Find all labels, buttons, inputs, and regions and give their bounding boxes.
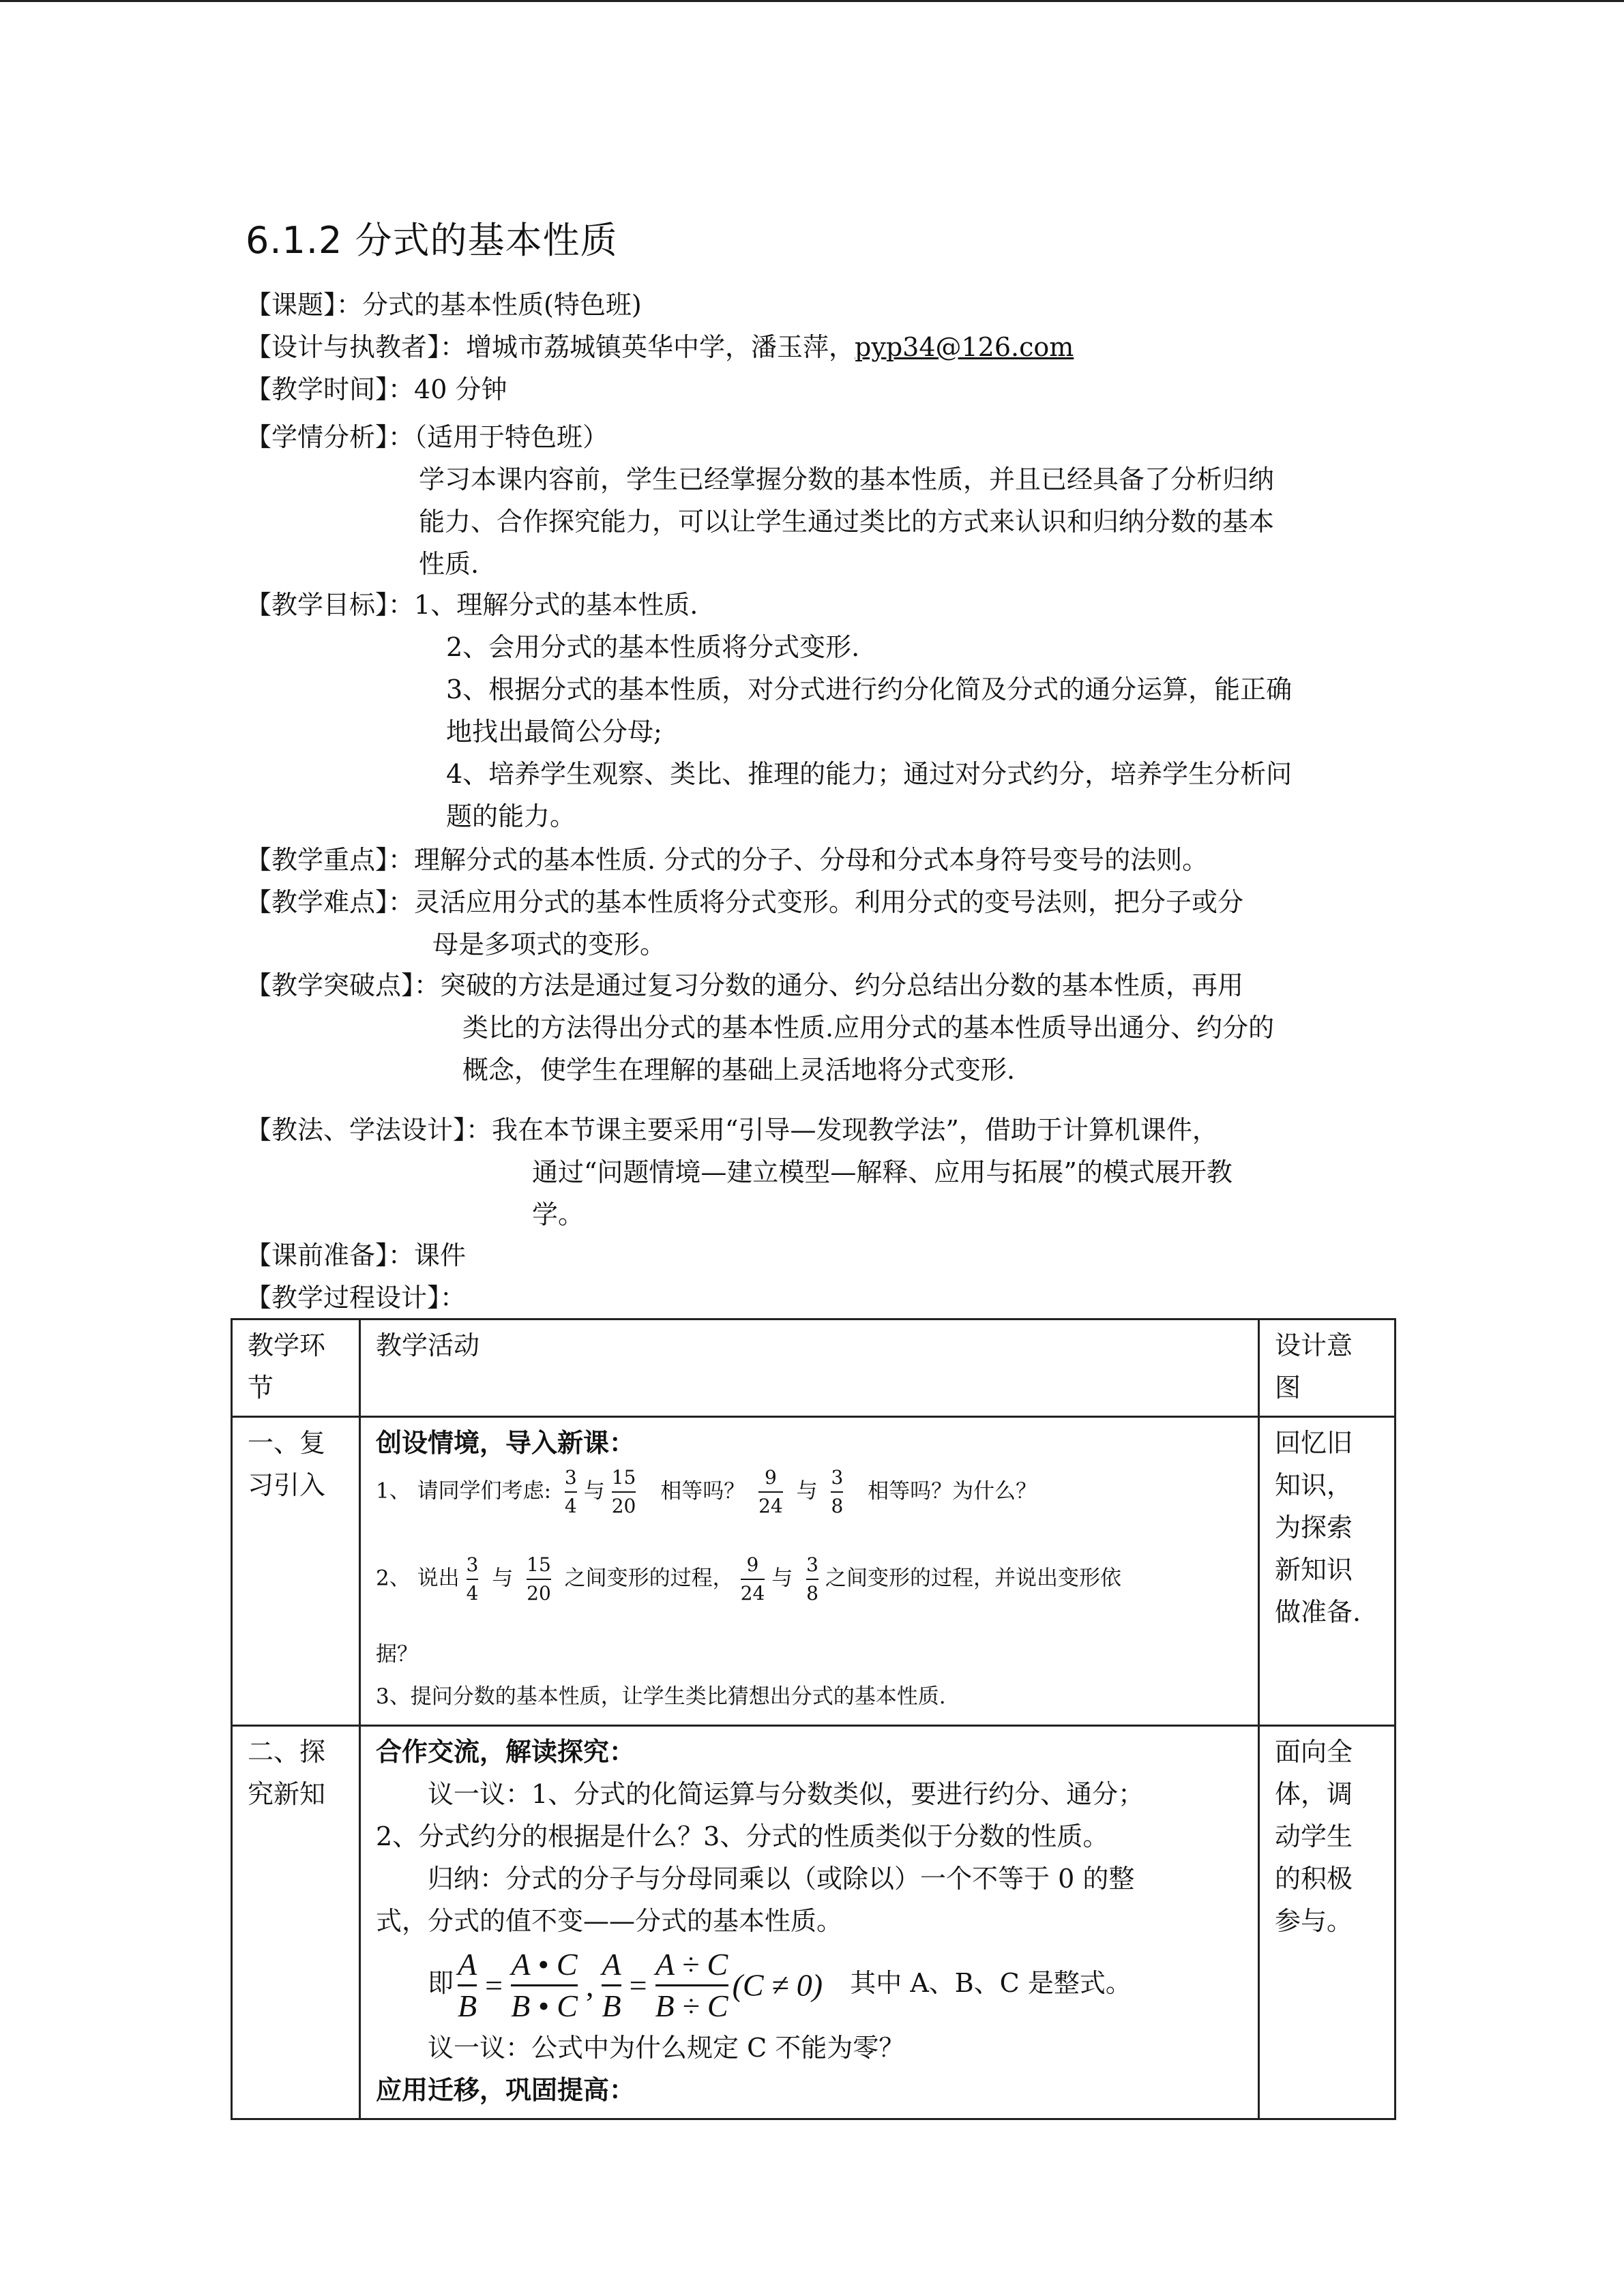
time-value: 40 分钟: [414, 374, 507, 404]
fraction-numerator: 3: [466, 1553, 479, 1576]
intent-line: 新知识: [1275, 1555, 1353, 1585]
analysis-line: [246, 416, 608, 458]
fraction-denominator: 8: [806, 1582, 818, 1605]
fraction-3-8: [831, 1464, 843, 1520]
header-activity: [360, 1320, 1259, 1417]
page-top-border: [0, 0, 1624, 2]
q1-and: 与: [583, 1478, 605, 1504]
table-row-review: [232, 1417, 1396, 1726]
fraction-15-20: [612, 1464, 636, 1520]
key-point-line: [246, 839, 1208, 881]
prep-label: 【课前准备】：: [246, 1240, 415, 1270]
key-point-label: 【教学重点】：: [246, 845, 415, 875]
q2-prefix: 2、 说出: [376, 1566, 460, 1591]
review-question-2: [376, 1551, 1245, 1633]
intent-line: 的积极: [1275, 1864, 1353, 1894]
prep-line: [246, 1234, 466, 1277]
fraction-denominator: 24: [758, 1495, 783, 1517]
intent-line: 回忆旧: [1275, 1428, 1353, 1458]
analysis-text-line: 学习本课内容前，学生已经掌握分数的基本性质，并且已经具备了分析归纳: [419, 464, 1275, 494]
designer-line: [246, 326, 1074, 368]
fraction-denominator: 4: [466, 1582, 479, 1605]
induce-line-b: 式，分式的值不变——分式的基本性质。: [376, 1906, 843, 1936]
comma: ,: [585, 1967, 594, 2003]
topic-line: [246, 284, 642, 326]
fraction-15-20: [527, 1551, 551, 1607]
difficulty-cont: 母是多项式的变形。: [432, 929, 666, 959]
method-line: [246, 1109, 1218, 1151]
topic-label: 【课题】：: [246, 290, 363, 320]
breakthrough-label: 【教学突破点】：: [246, 970, 441, 1000]
formula-numerator: A: [602, 1947, 621, 1982]
explore-heading: 合作交流，解读探究：: [376, 1736, 636, 1767]
intent-line: 动学生: [1275, 1821, 1353, 1851]
equals-sign: =: [485, 1967, 503, 2003]
formula-frac-multiply: [511, 1945, 578, 2026]
intent-line: 体，调: [1275, 1779, 1353, 1809]
induce-line-a: 归纳：分式的分子与分母同乘以（或除以）一个不等于 0 的整: [428, 1864, 1135, 1894]
fraction-numerator: 3: [806, 1553, 818, 1576]
fraction-numerator: 9: [764, 1466, 777, 1489]
fraction-3-4: [565, 1464, 577, 1520]
goal-item-cont: 地找出最简公分母;: [446, 717, 662, 747]
review-question-3: 3、提问分数的基本性质，让学生类比猜想出分式的基本性质.: [376, 1684, 946, 1709]
q2-mid: 之间变形的过程，: [564, 1566, 734, 1591]
difficulty-value: 灵活应用分式的基本性质将分式变形。利用分式的变号法则，把分子或分: [414, 887, 1244, 917]
formula-denominator: B ÷ C: [655, 1988, 728, 2023]
review-question-1: [376, 1464, 1245, 1551]
fraction-numerator: 9: [746, 1553, 759, 1576]
activity-explore: [360, 1726, 1259, 2119]
method-text-line: 学。: [532, 1199, 585, 1229]
difficulty-line: [246, 881, 1243, 923]
intent-explore: [1259, 1726, 1396, 2119]
header-stage: [232, 1320, 360, 1417]
q1-end: 相等吗？为什么？: [868, 1478, 1037, 1504]
q2-and2: 与: [771, 1566, 793, 1591]
breakthrough-line: [246, 964, 1243, 1007]
intent-line: 参与。: [1275, 1906, 1353, 1936]
time-label: 【教学时间】：: [246, 374, 415, 404]
activity-review: [360, 1417, 1259, 1726]
formula-denominator: B: [458, 1988, 477, 2023]
method-paragraph: [532, 1151, 1232, 1236]
goal-item: 1、理解分式的基本性质.: [414, 590, 698, 620]
method-label: 【教法、学法设计】：: [246, 1115, 492, 1145]
review-question-2-cont: 据？: [376, 1642, 418, 1667]
q2-and: 与: [492, 1566, 514, 1591]
fraction-denominator: 24: [740, 1582, 765, 1605]
discuss-2: 议一议：公式中为什么规定 C 不能为零？: [428, 2033, 905, 2063]
table-row-explore: [232, 1726, 1396, 2119]
q1-mid: 相等吗？: [660, 1478, 745, 1504]
analysis-text-line: 能力、合作探究能力，可以让学生通过类比的方式来认识和归纳分数的基本: [419, 507, 1275, 537]
analysis-note: （适用于特色班）: [414, 422, 609, 452]
designer-label: 【设计与执教者】：: [246, 332, 467, 362]
fraction-numerator: 3: [564, 1466, 577, 1489]
goal-item: 2、会用分式的基本性质将分式变形.: [446, 632, 860, 662]
formula-numerator: A • C: [511, 1947, 578, 1982]
analysis-label: 【学情分析】：: [246, 422, 415, 452]
stage-explore: [232, 1726, 360, 2119]
goals-list: [446, 626, 1292, 837]
analysis-text-line: 性质.: [419, 549, 479, 579]
formula-frac-a-b: [602, 1945, 621, 2026]
goal-item: 3、根据分式的基本性质，对分式进行约分化简及分式的通分运算，能正确: [446, 674, 1293, 704]
designer-email-link[interactable]: pyp34@126.com: [855, 332, 1074, 362]
formula-numerator: A ÷ C: [655, 1947, 728, 1982]
goals-label: 【教学目标】：: [246, 590, 415, 620]
fraction-denominator: 20: [527, 1582, 551, 1605]
property-formula: [376, 1942, 1245, 2027]
fraction-denominator: 8: [831, 1495, 844, 1517]
apply-heading: 应用迁移，巩固提高：: [376, 2074, 636, 2105]
process-label: 【教学过程设计】：: [246, 1283, 467, 1313]
discuss-1-line-b: 2、分式约分的根据是什么？3、分式的性质类似于分数的性质。: [376, 1821, 1109, 1851]
fraction-9-24: [758, 1464, 783, 1520]
q2-end: 之间变形的过程，并说出变形依: [825, 1566, 1121, 1591]
goal-item: 4、培养学生观察、类比、推理的能力；通过对分式约分，培养学生分析问: [446, 759, 1293, 789]
intent-line: 做准备.: [1275, 1597, 1361, 1627]
breakthrough-value: 突破的方法是通过复习分数的通分、约分总结出分数的基本性质，再用: [440, 970, 1244, 1000]
formula-denominator: B • C: [511, 1988, 578, 2023]
formula-prefix: 即: [428, 1968, 454, 1998]
header-stage-line: 教学环: [248, 1330, 326, 1360]
header-intent-line: 设计意: [1275, 1330, 1353, 1360]
fraction-denominator: 4: [564, 1495, 577, 1517]
q1-and2: 与: [796, 1478, 818, 1504]
goal-item-cont: 题的能力。: [446, 801, 576, 831]
intent-line: 面向全: [1275, 1737, 1353, 1767]
fraction-denominator: 20: [611, 1495, 636, 1517]
discuss-1-line-a: 议一议：1、分式的化简运算与分数类似，要进行约分、通分；: [428, 1779, 1145, 1809]
difficulty-label: 【教学难点】：: [246, 887, 415, 917]
stage-review: [232, 1417, 360, 1726]
fraction-9-24: [741, 1551, 765, 1607]
header-stage-line: 节: [248, 1373, 274, 1403]
time-line: [246, 368, 507, 411]
formula-numerator: A: [458, 1947, 477, 1982]
table-header-row: [232, 1320, 1396, 1417]
equals-sign: =: [629, 1967, 647, 2003]
header-activity-text: 教学活动: [376, 1330, 480, 1360]
header-intent-line: 图: [1275, 1373, 1301, 1403]
formula-frac-a-b: [458, 1945, 477, 2026]
method-text-line: 通过“问题情境—建立模型—解释、应用与拓展”的模式展开教: [532, 1157, 1232, 1187]
header-intent: [1259, 1320, 1396, 1417]
fraction-numerator: 15: [527, 1553, 551, 1576]
formula-suffix: 其中 A、B、C 是整式。: [850, 1968, 1132, 1998]
fraction-numerator: 3: [831, 1466, 844, 1489]
prep-value: 课件: [414, 1240, 467, 1270]
q1-prefix: 1、 请同学们考虑:: [376, 1478, 552, 1504]
intent-line: 知识，: [1275, 1470, 1353, 1500]
fraction-3-4: [467, 1551, 479, 1607]
goals-line: [246, 584, 698, 626]
analysis-paragraph: [419, 458, 1274, 585]
stage-line: 究新知: [248, 1779, 326, 1809]
fraction-numerator: 15: [611, 1466, 636, 1489]
page-title: 6.1.2 分式的基本性质: [246, 219, 618, 262]
breakthrough-text-line: 概念，使学生在理解的基础上灵活地将分式变形.: [462, 1055, 1016, 1085]
stage-line: 习引入: [248, 1470, 326, 1500]
key-point-value: 理解分式的基本性质. 分式的分子、分母和分式本身符号变号的法则。: [414, 845, 1209, 875]
intent-review: [1259, 1417, 1396, 1726]
formula-condition: (C ≠ 0): [732, 1967, 823, 2003]
teaching-process-table: [231, 1318, 1396, 2120]
designer-value: 增城市荔城镇英华中学，潘玉萍，: [466, 332, 855, 362]
topic-value: 分式的基本性质(特色班): [362, 290, 642, 320]
stage-line: 一、复: [248, 1428, 326, 1458]
formula-denominator: B: [602, 1988, 621, 2023]
review-heading: 创设情境，导入新课：: [376, 1427, 636, 1458]
fraction-3-8: [806, 1551, 818, 1607]
stage-line: 二、探: [248, 1737, 326, 1767]
formula-frac-divide: [655, 1945, 728, 2026]
breakthrough-text-line: 类比的方法得出分式的基本性质.应用分式的基本性质导出通分、约分的: [462, 1013, 1275, 1043]
intent-line: 为探索: [1275, 1512, 1353, 1542]
method-value: 我在本节课主要采用“引导—发现教学法”，借助于计算机课件，: [492, 1115, 1218, 1145]
breakthrough-paragraph: [462, 1007, 1274, 1091]
